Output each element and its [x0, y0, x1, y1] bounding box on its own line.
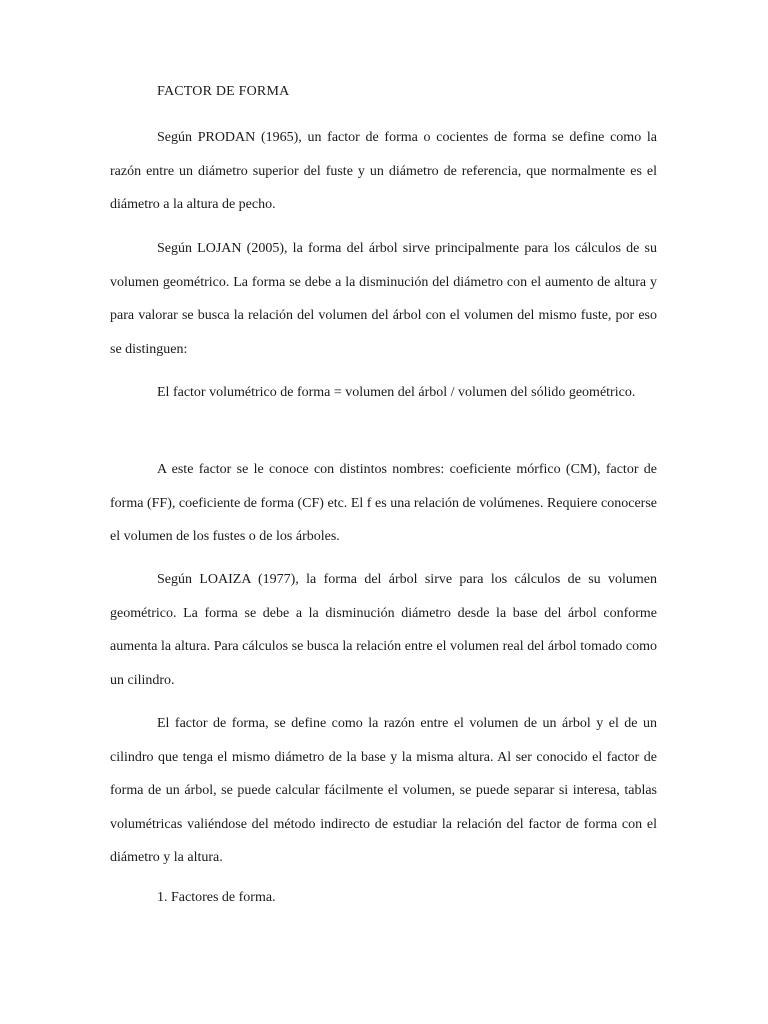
list-item-factores: 1. Factores de forma. [157, 890, 276, 905]
paragraph-nombres: A este factor se le conoce con distintos nombres: coeficiente mórfico (CM), factor de forma (FF), coeficiente de forma (CF) etc. El f es una relación de volúmenes. Requiere conocerse el volumen de los fustes o de los árboles. [110, 462, 657, 544]
paragraph-prodan: Según PRODAN (1965), un factor de forma o cocientes de forma se define como la razón entre un diámetro superior del fuste y un diámetro de referencia, que normalmente es el diámetro a la altura de pecho. [110, 130, 657, 212]
paragraph-definicion: El factor de forma, se define como la razón entre el volumen de un árbol y el de un cilindro que tenga el mismo diámetro de la base y la misma altura. Al ser conocido el factor de forma de un árbol, se puede calcular fácilmente el volumen, se puede separar si interesa, tablas volumétricas valiéndose del método indirecto de estudiar la relación del factor de forma con el diámetro y la altura. [110, 716, 657, 865]
paragraph-loaiza: Según LOAIZA (1977), la forma del árbol sirve para los cálculos de su volumen geométrico. La forma se debe a la disminución diámetro desde la base del árbol conforme aumenta la altura. Para cálculos se busca la relación entre el volumen real del árbol tomado como un cilindro. [110, 572, 657, 688]
paragraph-factor-volumetrico: El factor volumétrico de forma = volumen del árbol / volumen del sólido geométrico. [157, 385, 636, 400]
document-title: FACTOR DE FORMA [157, 84, 290, 99]
paragraph-lojan: Según LOJAN (2005), la forma del árbol sirve principalmente para los cálculos de su volumen geométrico. La forma se debe a la disminución del diámetro con el aumento de altura y para valorar se busca la relación del volumen del árbol con el volumen del mismo fuste, por eso se distinguen: [110, 241, 657, 357]
